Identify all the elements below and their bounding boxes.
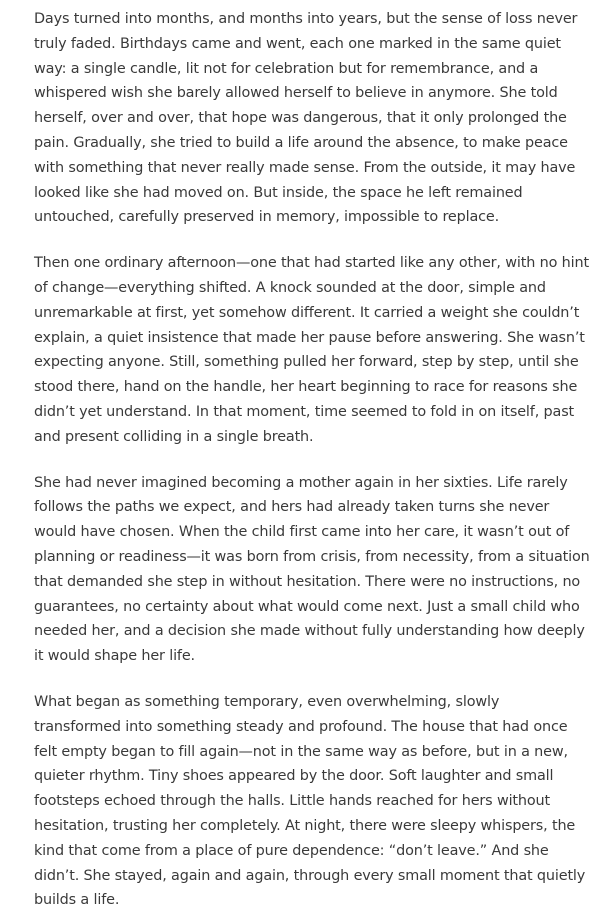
paragraph-1: Days turned into months, and months into years, but the sense of loss never truly faded. Birthdays came and went, each one marked in the same quiet way: a single candle, lit not for celebration but for remembrance, and a whispered wish she barely allowed herself to believe in anymore. She told herself, over and over, that hope was dangerous, that it only prolonged the pain. Gradually, she tried to build a life around the absence, to make peace with something that never really made sense. From the outside, it may have looked like she had moved on. But inside, the space he left remained untouched, carefully preserved in memory, impossible to replace. — [34, 11, 578, 226]
paragraph-2: Then one ordinary afternoon—one that had started like any other, with no hint of change—everything shifted. A knock sounded at the door, simple and unremarkable at first, yet somehow different. It carried a weight she couldn’t explain, a quiet insistence that made her pause before answering. She wasn’t expecting anyone. Still, something pulled her forward, step by step, until she stood there, hand on the handle, her heart beginning to race for reasons she didn’t yet understand. In that moment, time seemed to fold in on itself, past and present colliding in a single breath. — [34, 255, 589, 445]
paragraph-4: What began as something temporary, even overwhelming, slowly transformed into something steady and profound. The house that had once felt empty began to fill again—not in the same way as before, but in a new, quieter rhythm. Tiny shoes appeared by the door. Soft laughter and small footsteps echoed through the halls. Little hands reached for hers without hesitation, trusting her completely. At night, there were sleepy whispers, the kind that come from a place of pure dependence: “don’t leave.” And she didn’t. She stayed, again and again, through every small moment that quietly builds a life. — [34, 693, 586, 909]
paragraph-3: She had never imagined becoming a mother again in her sixties. Life rarely follows the paths we expect, and hers had already taken turns she never would have chosen. When the child first came into her care, it wasn’t out of planning or readiness—it was born from crisis, from necessity, from a situation that demanded she step in without hesitation. There were no instructions, no guarantees, no certainty about what would come next. Just a small child who needed her, and a decision she made without fully understanding how deeply it would shape her life. — [34, 474, 590, 665]
